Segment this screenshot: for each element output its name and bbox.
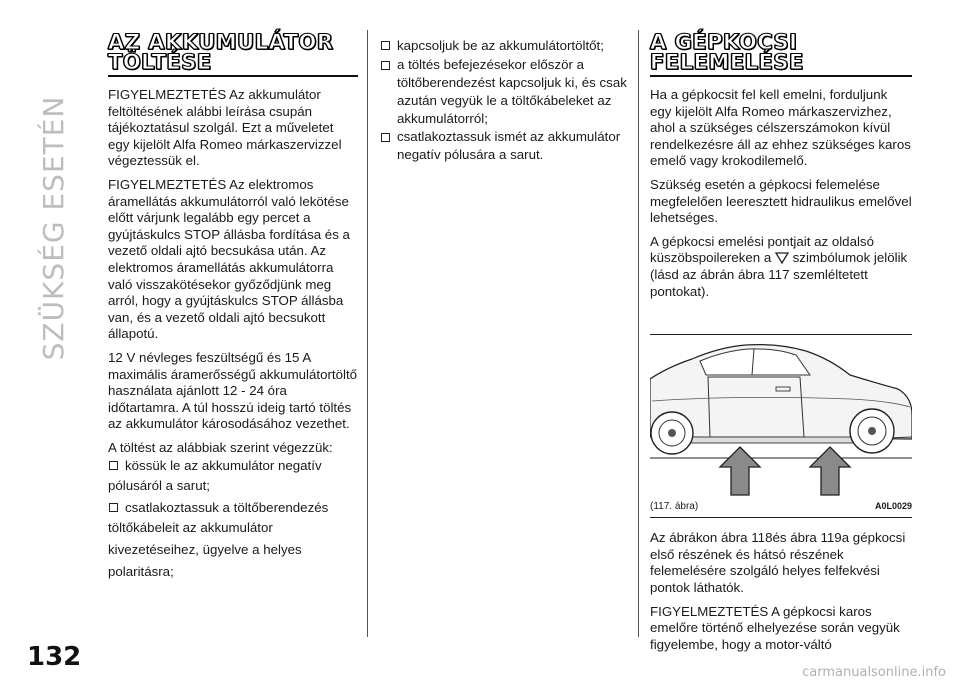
bullet-text: csatlakoztassuk a töltőberendezés (125, 500, 329, 516)
column-vehicle-lifting (650, 32, 912, 660)
checkbox-bullet-icon (381, 61, 390, 70)
bullet-text: a töltés befejezésekor először a töltőberendezést kapcsoljuk ki, és csak azután vegyük le a töltőkábeleket az akkumulátorról; (397, 57, 627, 126)
column-divider (367, 30, 368, 637)
checkbox-bullet-icon (109, 503, 118, 512)
page-number: 132 (27, 642, 82, 672)
figure-top-rule (650, 334, 912, 335)
section-side-title: SZÜKSÉG ESETÉN (37, 95, 70, 361)
section-heading (650, 32, 912, 77)
bullet-item (380, 56, 628, 128)
paragraph: A töltést az alábbiak szerint végezzük: (108, 439, 333, 455)
bullet-item (108, 456, 358, 476)
paragraph-text: A gépkocsi emelési pontjait az oldalsó küszöbspoilereken a (650, 233, 874, 266)
checkbox-bullet-icon (381, 133, 390, 142)
bullet-text: polaritásra; (108, 564, 174, 580)
bullet-text: kivezetéseihez, ügyelve a helyes (108, 542, 302, 558)
checkbox-bullet-icon (381, 41, 390, 50)
paragraph (650, 234, 912, 300)
warning-paragraph: FIGYELMEZTETÉS Az akkumulátor feltöltésének alábbi leírása csupán tájékoztatásul szolgál. Ezt a műveletet egy kijelölt Alfa Romeo márkaszervizzel végeztessük el. (108, 87, 342, 169)
heading-line: FELEMELÉSE (650, 50, 804, 74)
column-divider (638, 30, 639, 637)
figure-117-car-lift-points (650, 337, 912, 497)
watermark: carmanualsonline.info (802, 665, 946, 680)
bullet-item (380, 128, 628, 164)
figure-caption-text: (117. ábra) (650, 501, 699, 513)
bullet-text: töltőkábeleit az akkumulátor (108, 520, 273, 536)
warning-paragraph: FIGYELMEZTETÉS A gépkocsi karos emelőre történő elhelyezése során vegyük figyelembe, hogy a motor-váltó (650, 603, 900, 652)
bullet-text: kössük le az akkumulátor negatív (125, 458, 322, 474)
bullet-item (108, 498, 358, 518)
bullet-text: csatlakoztassuk ismét az akkumulátor negatív pólusára a sarut. (397, 129, 621, 162)
paragraph: 12 V névleges feszültségű és 15 A maximális áramerősségű akkumulátortöltő használata ajánlott 12 - 24 óra időtartamra. A túl hosszú ideig tartó töltés az akkumulátor károsodásához vezethet. (108, 349, 358, 432)
section-heading (108, 32, 358, 77)
column-charging-steps (380, 36, 628, 164)
paragraph-text: szimbólumok jelölik (lásd az ábrán ábra 117 szemléltetett pontokat). (650, 250, 908, 299)
heading-line: TÖLTÉSE (108, 50, 212, 74)
figure-code: A0L0029 (874, 501, 912, 512)
bullet-item (380, 36, 628, 56)
column-battery-charging (108, 32, 358, 584)
bullet-text: pólusáról a sarut; (108, 478, 210, 494)
figure-caption (650, 501, 912, 518)
heading-line: AZ AKKUMULÁTOR (108, 30, 334, 54)
bullet-text: kapcsoljuk be az akkumulátortöltőt; (397, 38, 604, 53)
lift-point-triangle-icon (775, 252, 789, 264)
paragraph: Az ábrákon ábra 118és ábra 119a gépkocsi első részének és hátsó részének felemelésére szolgáló helyes felfekvési pontok láthatók. (650, 530, 906, 595)
paragraph: Szükség esetén a gépkocsi felemelése megfelelően leeresztett hidraulikus emelővel lehetséges. (650, 176, 912, 226)
car-side-illustration (650, 337, 912, 497)
paragraph: Ha a gépkocsit fel kell emelni, forduljunk egy kijelölt Alfa Romeo márkaszervizhez, ahol a szükséges célszerszámokon kívül rendelkezésre áll az ehhez szükséges karos emelő vagy krokodilemelő. (650, 87, 911, 169)
checkbox-bullet-icon (109, 461, 118, 470)
heading-line: A GÉPKOCSI (650, 30, 798, 54)
warning-paragraph: FIGYELMEZTETÉS Az elektromos áramellátás akkumulátorról való lekötése előtt várjunk legalább egy percet a gyújtáskulcs STOP állásba fordítása és a vezető oldali ajtó becsukása után. Az elektromos áramellátás akkumulátorra való visszakötésekor győződjünk meg arról, hogy a gyújtáskulcs STOP állásba van, és a vezető oldali ajtó becsukott állapotú. (108, 176, 350, 342)
